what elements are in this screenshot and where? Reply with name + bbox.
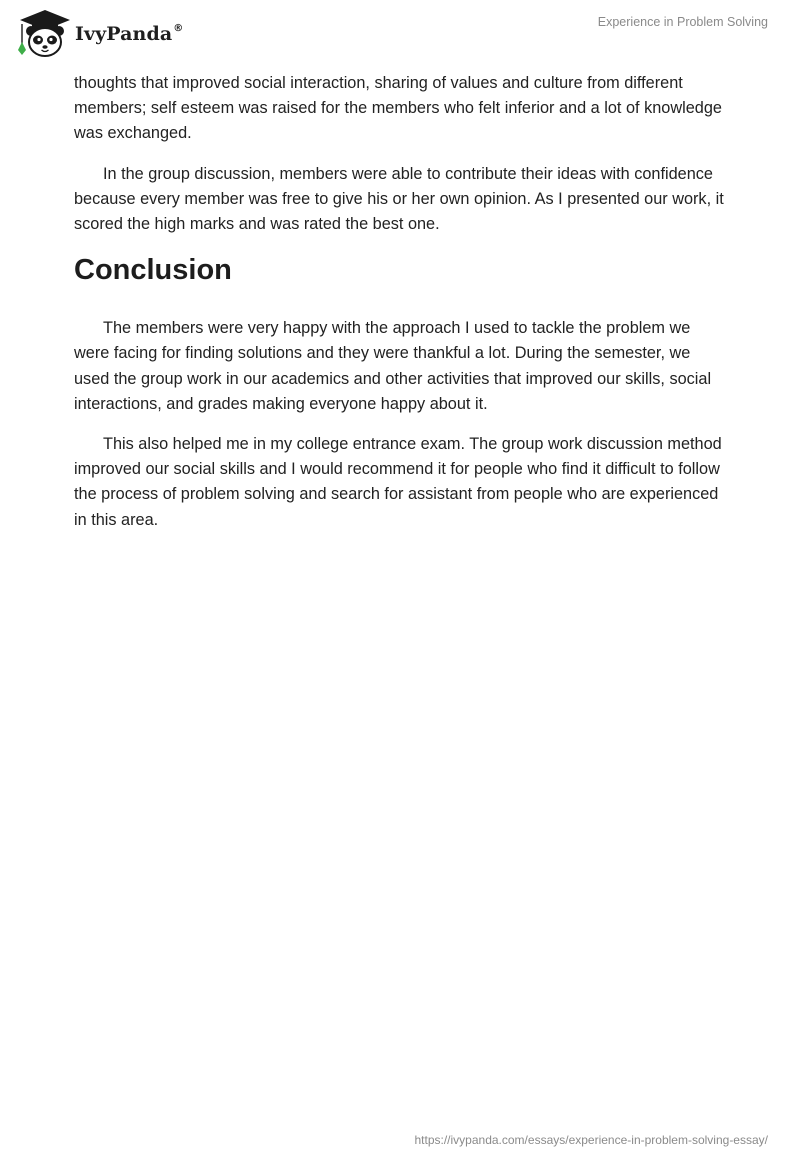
page-header: [0, 0, 800, 64]
conclusion-heading: Conclusion: [74, 254, 232, 287]
panda-graduation-cap-icon: [14, 8, 72, 58]
conclusion-paragraph-2: This also helped me in my college entrance exam. The group work discussion method improved our social skills and I would recommend it for people who find it difficult to follow the process of problem solving and search for assistant from people who are experienced in this area.: [74, 435, 722, 529]
registered-mark: ®: [173, 23, 184, 34]
paragraph-group-discussion: In the group discussion, members were able to contribute their ideas with confidence because every member was free to give his or her own opinion. As I presented our work, it scored the high marks and was rated the best one.: [74, 164, 724, 234]
ivypanda-logo-link[interactable]: [14, 8, 183, 58]
document-title: Experience in Problem Solving: [597, 15, 768, 29]
paragraph-continued: thoughts that improved social interaction, sharing of values and culture from different members; self esteem was raised for the members who felt inferior and a lot of knowledge was exchanged.: [74, 74, 722, 143]
conclusion-paragraph-1: The members were very happy with the approach I used to tackle the problem we were facing for finding solutions and they were thankful a lot. During the semester, we used the group work in our academics and other activities that improved our skills, social interactions, and grades making everyone happy about it.: [74, 319, 712, 413]
essay-content: [74, 71, 728, 548]
source-url-link[interactable]: https://ivypanda.com/essays/experience-in-problem-solving-essay/: [414, 1133, 768, 1147]
brand-name: IvyPanda®: [75, 23, 184, 45]
